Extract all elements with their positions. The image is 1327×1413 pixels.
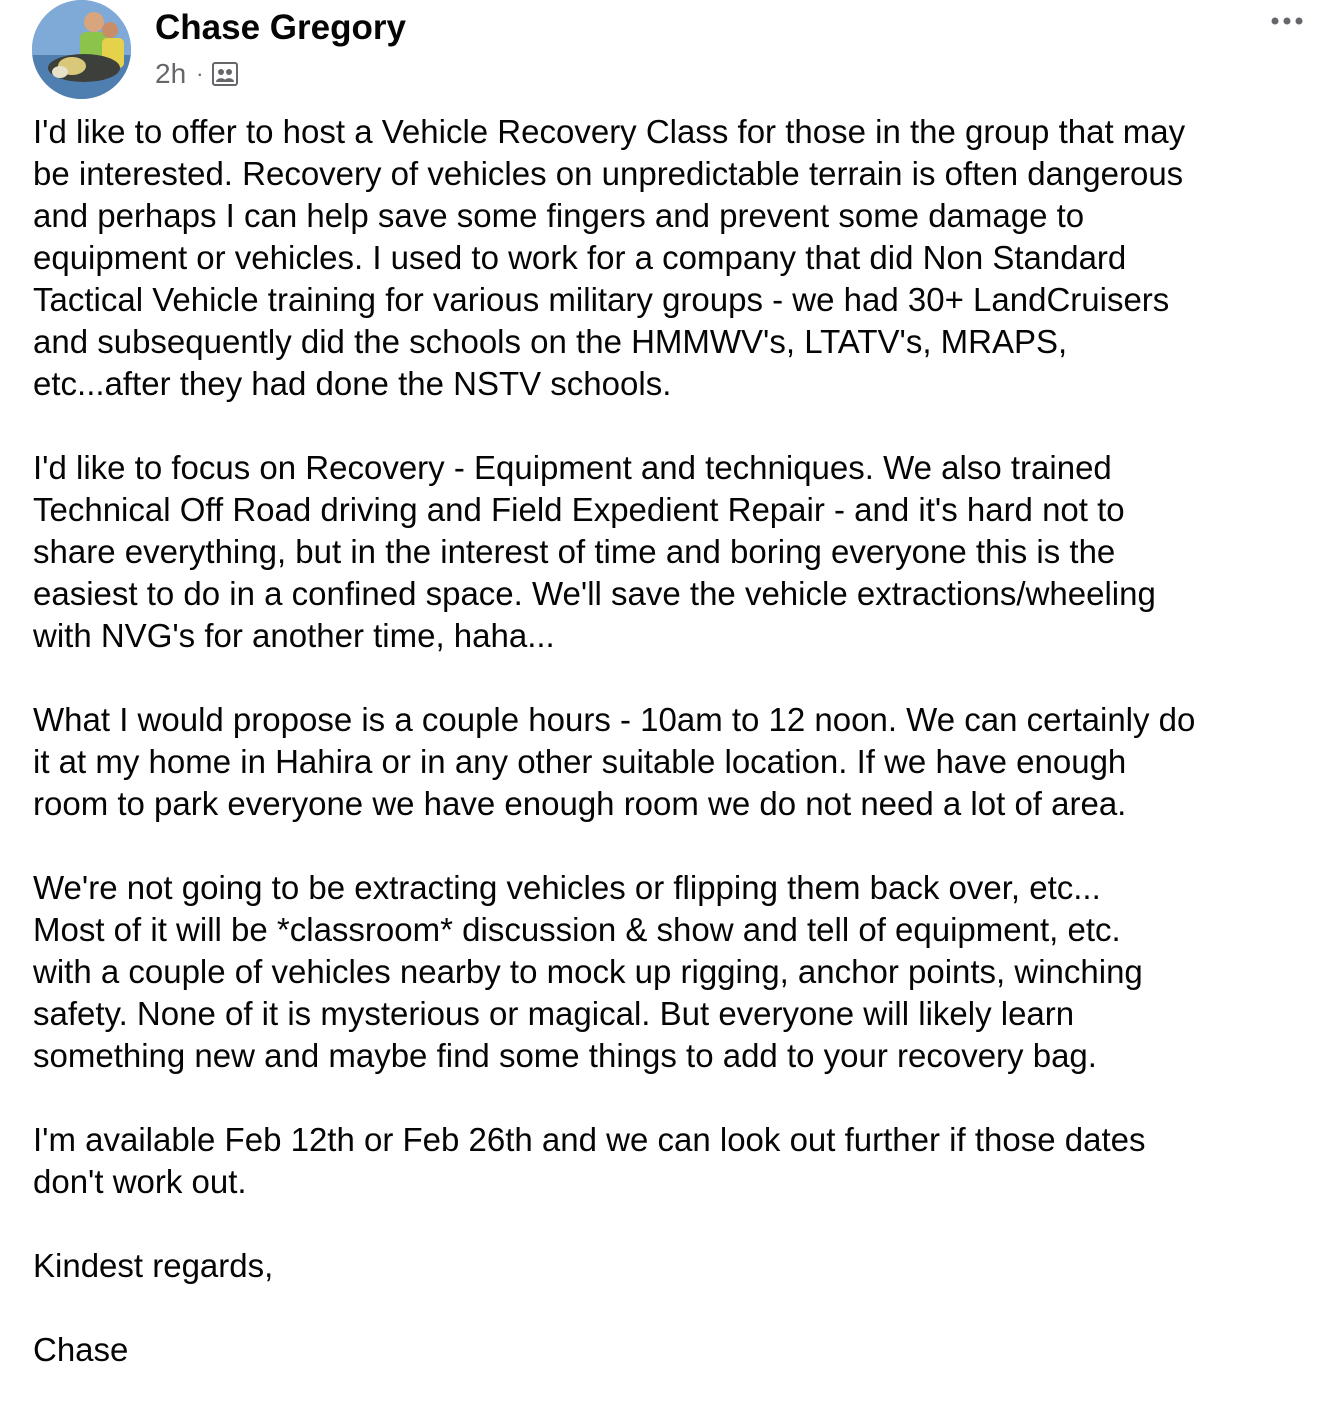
post-paragraph: What I would propose is a couple hours - 10am to 12 noon. We can certainly do it at my home in Hahira or in any other suitable location. If we have enough room to park everyone we have enough room we do not need a lot of area.: [33, 701, 1196, 822]
post-body: [33, 111, 1313, 1413]
post-paragraph: I'd like to offer to host a Vehicle Recovery Class for those in the group that may be interested. Recovery of vehicles on unpredictable terrain is often dangerous and perhaps I can help save some fingers and prevent some damage to equipment or vehicles. I used to work for a company that did Non Standard Tactical Vehicle training for various military groups - we had 30+ LandCruisers and subsequently did the schools on the HMMWV's, LTATV's, MRAPS, etc...after they had done the NSTV schools.: [33, 113, 1186, 402]
author-avatar[interactable]: [32, 0, 131, 99]
author-name[interactable]: Chase Gregory: [155, 8, 406, 47]
post-paragraph: Chase: [33, 1331, 129, 1368]
post-paragraph: I'd like to focus on Recovery - Equipment and techniques. We also trained Technical Off Road driving and Field Expedient Repair - and it's hard not to share everything, but in the interest of time and boring everyone this is the easiest to do in a confined space. We'll save the vehicle extractions/wheeling with NVG's for another time, haha...: [33, 449, 1156, 654]
post-header: [0, 0, 1327, 110]
post-paragraph: I'm available Feb 12th or Feb 26th and we can look out further if those dates don't work out.: [33, 1121, 1146, 1200]
group-icon: [211, 60, 239, 88]
more-options-icon[interactable]: [1267, 6, 1307, 36]
post-paragraph: Kindest regards,: [33, 1247, 274, 1284]
avatar-photo: [32, 0, 131, 99]
post-paragraph: We're not going to be extracting vehicles or flipping them back over, etc... Most of it will be *classroom* discussion & show and tell of equipment, etc. with a couple of vehicles nearby to mock up rigging, anchor points, winching safety. None of it is mysterious or magical. But everyone will likely learn something new and maybe find some things to add to your recovery bag.: [33, 869, 1143, 1074]
meta-separator: ·: [196, 61, 204, 86]
post-timestamp[interactable]: 2h: [155, 58, 187, 89]
post-meta: [155, 56, 239, 92]
